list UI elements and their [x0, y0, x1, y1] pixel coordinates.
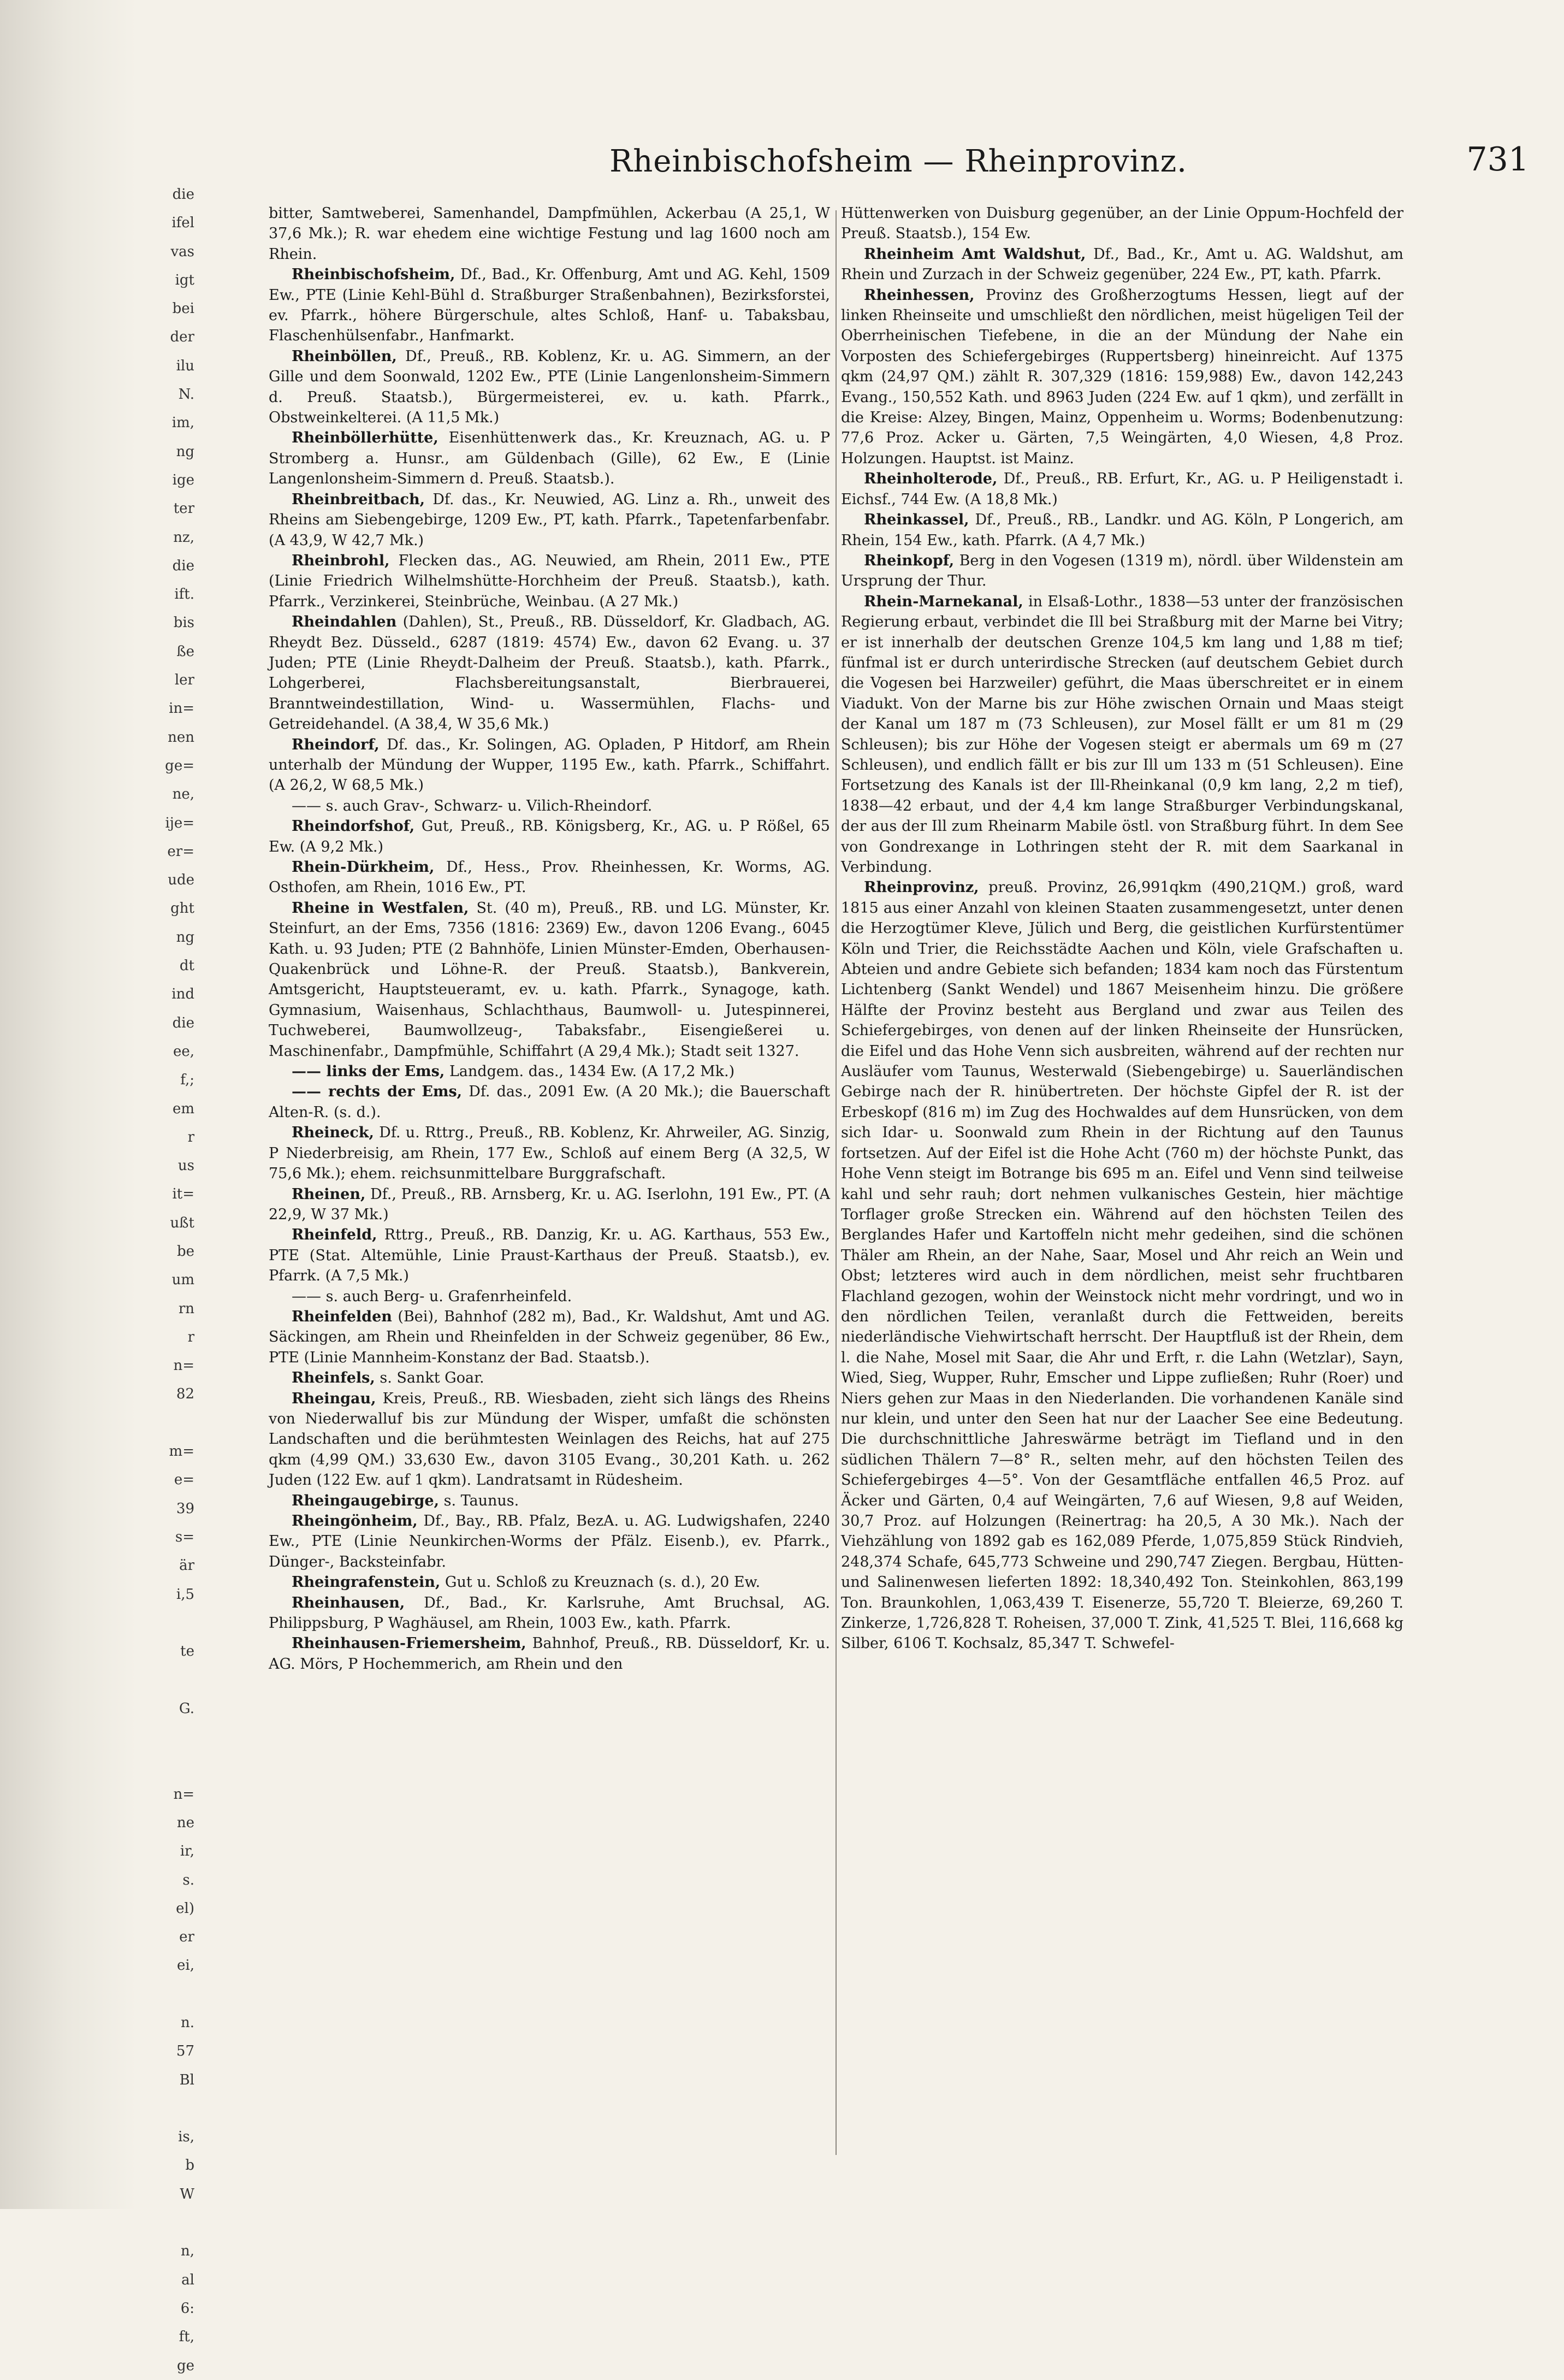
entry-text: Rttrg., Preuß., RB. Danzig, Kr. u. AG. Karthaus, 553 Ew., PTE (Stat. Altemühle, Linie Praust-Karthaus der Preuß. Staatsb.), ev. Pfarrk. (A 7,5 Mk.): [269, 1226, 830, 1285]
dictionary-entry: [269, 551, 830, 612]
entry-text: Df. das., Kr. Neuwied, AG. Linz a. Rh., unweit des Rheins am Siebengebirge, 1209 Ew., PT, kath. Pfarrk., Tapetenfarbenfabr. (A 43,9, W 42,7 Mk.): [269, 491, 830, 549]
entry-text: —— s. auch Grav-, Schwarz- u. Vilich-Rheindorf.: [292, 797, 653, 814]
entry-text: (Bei), Bahnhof (282 m), Bad., Kr. Waldshut, Amt und AG. Säckingen, am Rhein und Rheinfelden in der Schweiz gegenüber, 86 Ew., PTE (Linie Mannheim-Konstanz der Bad. Staatsb.).: [269, 1308, 830, 1366]
entry-headword: Rheinholterode,: [864, 470, 998, 488]
dictionary-entry: [269, 796, 830, 816]
entry-headword: Rheinfels,: [292, 1369, 375, 1387]
dictionary-entry: [269, 428, 830, 489]
dictionary-entry: [269, 1511, 830, 1572]
book-gutter-shadow: [0, 0, 137, 2209]
entry-headword: Rheine in Westfalen,: [292, 899, 469, 917]
dictionary-entry: [841, 592, 1403, 878]
dictionary-entry: [841, 877, 1403, 1653]
entry-text: s. Sankt Goar.: [375, 1369, 484, 1387]
entry-text: Df., Bad., Kr., Amt u. AG. Waldshut, am Rhein und Zurzach in der Schweiz gegenüber, 224 Ew., PT, kath. Pfarrk.: [841, 245, 1403, 284]
entry-headword: Rheinböllerhütte,: [292, 429, 439, 447]
entry-headword: Rheineck,: [292, 1124, 374, 1142]
entry-headword: Rhein-Dürkheim,: [292, 859, 435, 876]
entry-text: Df., Bay., RB. Pfalz, BezA. u. AG. Ludwigshafen, 2240 Ew., PTE (Linie Neunkirchen-Worms der Pfälz. Eisenb.), ev. Pfarrk., Dünger-, Backsteinfabr.: [269, 1513, 830, 1570]
dictionary-entry: [269, 1286, 830, 1307]
dictionary-entry: [269, 612, 830, 734]
entry-headword: Rheingrafenstein,: [292, 1574, 441, 1591]
right-column: [841, 203, 1403, 1654]
entry-text: Df., Preuß., RB. Erfurt, Kr., AG. u. P Heiligenstadt i. Eichsf., 744 Ew. (A 18,8 Mk.): [841, 470, 1403, 508]
entry-text: s. Taunus.: [439, 1492, 519, 1509]
dictionary-entry: [269, 1633, 830, 1674]
entry-text: Kreis, Preuß., RB. Wiesbaden, zieht sich längs des Rheins von Niederwalluf bis zur Mündung der Wisper, umfaßt die schönsten Landschaften und die berühmtesten Weinlagen des Reichs, hat auf 275 qkm (4,99 QM.) 33,630 Ew., davon 3105 Evang., 30,201 Kath. u. 262 Juden (122 Ew. auf 1 qkm). Landratsamt in Rüdesheim.: [269, 1390, 830, 1489]
entry-headword: Rheinkassel,: [864, 511, 969, 529]
entry-headword: Rheingönheim,: [292, 1513, 418, 1529]
dictionary-entry: [269, 898, 830, 1061]
dictionary-entry: [841, 285, 1403, 469]
entry-headword: —— links der Ems,: [292, 1063, 445, 1080]
entry-text: Df., Hess., Prov. Rheinhessen, Kr. Worms, AG. Osthofen, am Rhein, 1016 Ew., PT.: [269, 859, 830, 896]
entry-text: Berg in den Vogesen (1319 m), nördl. über Wildenstein am Ursprung der Thur.: [841, 552, 1403, 590]
entry-headword: Rheindorf,: [292, 736, 380, 753]
entry-text: Df., Preuß., RB. Koblenz, Kr. u. AG. Simmern, an der Gille und dem Soonwald, 1202 Ew., PTE (Linie Langenlonsheim-Simmern d. Preuß. Staatsb.), Bürgermeisterei, ev. u. kath. Pfarrk., Obstweinkelterei. (A 11,5 Mk.): [269, 347, 830, 427]
dictionary-entry: [269, 1368, 830, 1388]
entry-text: preuß. Provinz, 26,991qkm (490,21QM.) groß, ward 1815 aus einer Anzahl von kleinen Staaten zusammengesetzt, unter denen die Herzogtümer Kleve, Jülich und Berg, die geistlichen Kurfürstentümer Köln und Trier, die Reichsstädte Aachen und Köln, viele Grafschaften u. Abteien und andre Gebiete sich befanden; 1834 kam noch das Fürstentum Lichtenberg (Sankt Wendel) und 1867 Meisenheim hinzu. Die größere Hälfte der Provinz besteht aus Bergland und zwar aus Teilen des Schiefergebirges, von denen auf der linken Rheinseite der Hunsrücken, die Eifel und das Hohe Venn sich ausbreiten, während auf der rechten nur Ausläufer vom Taunus, Westerwald (Siebengebirge) u. Sauerländischen Gebirge nach der R. hinübertreten. Der höchste Gipfel der R. ist der Erbeskopf (816 m) im Zug des Hochwaldes auf dem Hunsrücken, von dem sich Idar- u. Soonwald zum Rhein in der Richtung auf den Taunus fortsetzen. Auf der Eifel ist die Hohe Acht (760 m) der höchste Punkt, das Hohe Venn steigt im Botrange bis 695 m an. Eifel und Venn sind teilweise kahl und sehr rauh; dort nehmen vulkanisches Gestein, hier mächtige Torflager große Strecken ein. Während auf den höchsten Teilen des Berglandes Hafer und Kartoffeln nicht mehr gedeihen, sind die schönen Thäler am Rhein, an der Nahe, Saar, Mosel und Ahr reich an Wein und Obst; letzteres wird auch in dem nördlichen, meist sehr fruchtbaren Flachland gezogen, wohin der Weinstock nicht mehr vordringt, und wo in den nördlichen Teilen, veranlaßt durch die Fettweiden, bereits niederländische Viehwirtschaft herrscht. Der Hauptfluß ist der Rhein, dem l. die Nahe, Mosel mit Saar, die Ahr und Erft, r. die Lahn (Wetzlar), Sayn, Wied, Sieg, Wupper, Ruhr, Emscher und Lippe zufließen; Ruhr (Roer) und Niers gehen zur Maas in den Niederlanden. Die vorhandenen Kanäle sind nur klein, und unter den Seen hat nur der Laacher See eine Bedeutung. Die durchschnittliche Jahreswärme beträgt im Tiefland und in den südlichen Thälern 7—8° R., selten mehr, auf den höchsten Teilen des Schiefergebirges 4—5°. Von der Gesamtfläche entfallen 46,5 Proz. auf Äcker und Gärten, 0,4 auf Weingärten, 7,6 auf Wiesen, 9,8 auf Weiden, 30,7 Proz. auf Holzungen (Reinertrag: ha 20,5, A 30 Mk.). Nach der Viehzählung von 1892 gab es 162,089 Pferde, 1,075,859 Stück Rindvieh, 248,374 Schafe, 645,773 Schweine und 290,747 Ziegen. Bergbau, Hütten- und Salinenwesen lieferten 1892: 18,340,492 Ton. Steinkohlen, 863,199 Ton. Braunkohlen, 1,063,439 T. Eisenerze, 55,720 T. Bleierze, 69,260 T. Zinkerze, 1,726,828 T. Roheisen, 37,000 T. Zink, 41,525 T. Blei, 116,668 kg Silber, 6106 T. Kochsalz, 85,347 T. Schwefel-: [841, 879, 1403, 1652]
entry-headword: Rhein-Marnekanal,: [864, 593, 1023, 610]
dictionary-entry: [269, 1082, 830, 1123]
entry-headword: Rheinhausen-Friemersheim,: [292, 1635, 526, 1652]
entry-headword: Rheingau,: [292, 1390, 376, 1407]
dictionary-entry: [269, 203, 830, 264]
dictionary-entry: [269, 735, 830, 796]
entry-headword: Rheinböllen,: [292, 347, 397, 365]
entry-text: Provinz des Großherzogtums Hessen, liegt auf der linken Rheinseite und umschließt den nördlichen, meist hügeligen Teil der Oberrheinischen Tiefebene, in die an der Mündung der Nahe ein Vorposten des Schiefergebirges (Ruppertsberg) hineinreicht. Auf 1375 qkm (24,97 QM.) zählt R. 307,329 (1816: 159,988) Ew., davon 142,243 Evang., 150,552 Kath. und 8963 Juden (224 Ew. auf 1 qkm), und zerfällt in die Kreise: Alzey, Bingen, Mainz, Oppenheim u. Worms; Bodenbenutzung: 77,6 Proz. Acker u. Gärten, 7,5 Weingärten, 4,0 Wiesen, 4,8 Proz. Holzungen. Hauptst. ist Mainz.: [841, 286, 1403, 467]
entry-headword: Rheinhessen,: [864, 286, 975, 304]
entry-headword: Rheinkopf,: [864, 552, 955, 569]
entry-text: Gut, Preuß., RB. Königsberg, Kr., AG. u. P Rößel, 65 Ew. (A 9,2 Mk.): [269, 818, 830, 855]
entry-headword: Rheinbischofsheim,: [292, 266, 455, 284]
dictionary-entry: [269, 1593, 830, 1634]
entry-text: Df., Preuß., RB. Arnsberg, Kr. u. AG. Iserlohn, 191 Ew., PT. (A 22,9, W 37 Mk.): [269, 1185, 830, 1223]
dictionary-entry: [269, 857, 830, 898]
running-title: Rheinbischofsheim — Rheinprovinz.: [609, 144, 1187, 179]
entry-text: Hüttenwerken von Duisburg gegenüber, an der Linie Oppum-Hochfeld der Preuß. Staatsb.), 154 Ew.: [841, 205, 1403, 243]
dictionary-entry: [269, 816, 830, 857]
facing-page-fragments: die ifel vas igt bei der ilu N. im, ng ige ter nz, die ift. bis ße ler in= nen ge= ne, ije= er= ude ght ng dt ind die ee, f,; em r us it= ußt be um rn r n= 82 m= e= 39 s= är i,5 te G. n= ne ir, s. el) er ei, n. 57 Bl is, b W n, al 6: ft, ge: [165, 186, 194, 2374]
dictionary-entry: [269, 1572, 830, 1592]
entry-headword: Rheindahlen: [292, 613, 397, 631]
entry-text: (Dahlen), St., Preuß., RB. Düsseldorf, Kr. Gladbach, AG. Rheydt Bez. Düsseld., 6287 (1819: 4574) Ew., davon 62 Evang. u. 37 Juden; PTE (Linie Rheydt-Dalheim der Preuß. Staatsb.), kath. Pfarrk., Lohgerberei, Flachsbereitungsanstalt, Bierbrauerei, Branntweindestillation, Wind- u. Wassermühlen, Flachs- und Getreidehandel. (A 38,4, W 35,6 Mk.): [269, 613, 830, 733]
entry-headword: Rheinbreitbach,: [292, 491, 425, 508]
dictionary-entry: [841, 510, 1403, 551]
entry-headword: Rheinhausen,: [292, 1594, 405, 1611]
entry-text: Bahnhof, Preuß., RB. Düsseldorf, Kr. u. AG. Mörs, P Hochemmerich, am Rhein und den: [269, 1635, 830, 1673]
entry-headword: —— rechts der Ems,: [292, 1083, 463, 1101]
entry-headword: Rheingaugebirge,: [292, 1492, 440, 1509]
page-number: 731: [1466, 140, 1529, 179]
dictionary-entry: [269, 1184, 830, 1225]
entry-text: Df., Bad., Kr. Karlsruhe, Amt Bruchsal, AG. Philippsburg, P Waghäusel, am Rhein, 1003 Ew., kath. Pfarrk.: [269, 1594, 830, 1632]
left-column: [269, 203, 830, 1674]
dictionary-entry: [269, 489, 830, 551]
entry-text: Eisenhüttenwerk das., Kr. Kreuznach, AG. u. P Stromberg a. Hunsr., am Güldenbach (Gille), 62 Ew., E (Linie Langenlonsheim-Simmern d. Preuß. Staatsb.).: [269, 429, 830, 488]
dictionary-entry: [269, 1123, 830, 1184]
dictionary-entry: [269, 1491, 830, 1511]
column-divider: [836, 210, 837, 2155]
entry-text: Df., Preuß., RB., Landkr. und AG. Köln, P Longerich, am Rhein, 154 Ew., kath. Pfarrk. (A 4,7 Mk.): [841, 511, 1403, 549]
entry-text: St. (40 m), Preuß., RB. und LG. Münster, Kr. Steinfurt, an der Ems, 7356 (1816: 2369) Ew., davon 1206 Evang., 6045 Kath. u. 93 Juden; PTE (2 Bahnhöfe, Linien Münster-Emden, Oberhausen-Quakenbrück und Löhne-R. der Preuß. Staatsb.), Bankverein, Amtsgericht, Hauptsteueramt, ev. u. kath. Pfarrk., Synagoge, kath. Gymnasium, Waisenhaus, Schlachthaus, Baumwoll- u. Jutespinnerei, Tuchweberei, Baumwollzeug-, Tabaksfabr., Eisengießerei u. Maschinenfabr., Dampfmühle, Schiffahrt (A 29,4 Mk.); Stadt seit 1327.: [269, 899, 831, 1060]
entry-text: bitter, Samtweberei, Samenhandel, Dampfmühlen, Ackerbau (A 25,1, W 37,6 Mk.); R. war ehedem eine wichtige Festung und lag 1600 noch am Rhein.: [269, 205, 830, 263]
entry-headword: Rheinbrohl,: [292, 552, 390, 569]
page-header: [268, 139, 1529, 183]
entry-text: in Elsaß-Lothr., 1838—53 unter der französischen Regierung erbaut, verbindet die Ill bei Straßburg mit der Marne bei Vitry; er ist innerhalb der deutschen Grenze 104,5 km lang und 1,88 m tief; fünfmal ist er durch unterirdische Strecken (auf deutschem Gebiet durch die Vogesen bei Harzweiler) geführt, die Maas überschreitet er in einem Viadukt. Von der Marne bis zur Höhe zwischen Ornain und Maas steigt der Kanal um 187 m (73 Schleusen), zur Mosel fällt er um 81 m (29 Schleusen); bis zur Höhe der Vogesen steigt er abermals um 69 m (27 Schleusen), und endlich fällt er bis zur Ill um 133 m (51 Schleusen). Eine Fortsetzung des Kanals ist der Ill-Rheinkanal (0,9 km lang, 2,2 m tief), 1838—42 erbaut, und der 4,4 km lange Straßburger Verbindungskanal, der aus der Ill zum Rheinarm Mabile östl. von Straßburg führt. In dem See von Gondrexange in Lothringen steht der R. mit dem Saarkanal in Verbindung.: [841, 593, 1403, 876]
entry-text: Gut u. Schloß zu Kreuznach (s. d.), 20 Ew.: [440, 1574, 761, 1591]
dictionary-entry: [269, 346, 830, 428]
dictionary-entry: [841, 469, 1403, 510]
dictionary-entry: [841, 551, 1403, 592]
entry-headword: Rheinfelden: [292, 1308, 392, 1325]
entry-text: —— s. auch Berg- u. Grafenrheinfeld.: [292, 1288, 572, 1305]
entry-text: Df. das., 2091 Ew. (A 20 Mk.); die Bauerschaft Alten-R. (s. d.).: [269, 1083, 830, 1121]
dictionary-entry: [269, 1307, 830, 1368]
entry-text: Landgem. das., 1434 Ew. (A 17,2 Mk.): [445, 1063, 735, 1080]
dictionary-entry: [841, 203, 1403, 244]
dictionary-entry: [269, 1389, 830, 1491]
entry-text: Df. das., Kr. Solingen, AG. Opladen, P Hitdorf, am Rhein unterhalb der Mündung der Wupper, 1195 Ew., kath. Pfarrk., Schiffahrt. (A 26,2, W 68,5 Mk.): [269, 736, 830, 794]
dictionary-entry: [269, 264, 830, 346]
entry-text: Df. u. Rttrg., Preuß., RB. Koblenz, Kr. Ahrweiler, AG. Sinzig, P Niederbreisig, am Rhein, 177 Ew., Schloß auf einem Berg (A 32,5, W 75,6 Mk.); ehem. reichsunmittelbare Burggrafschaft.: [269, 1124, 830, 1183]
dictionary-entry: [841, 244, 1403, 285]
entry-headword: Rheinprovinz,: [864, 879, 979, 896]
entry-headword: Rheinfeld,: [292, 1226, 377, 1244]
dictionary-entry: [269, 1225, 830, 1286]
entry-text: Df., Bad., Kr. Offenburg, Amt und AG. Kehl, 1509 Ew., PTE (Linie Kehl-Bühl d. Straßburger Straßenbahnen), Bezirksforstei, ev. Pfarrk., höhere Bürgerschule, altes Schloß, Hanf- u. Tabaksbau, Flaschenhülsenfabr., Hanfmarkt.: [269, 266, 830, 345]
entry-text: Flecken das., AG. Neuwied, am Rhein, 2011 Ew., PTE (Linie Friedrich Wilhelmshütte-Horchheim der Preuß. Staatsb.), kath. Pfarrk., Verzinkerei, Steinbrüche, Weinbau. (A 27 Mk.): [269, 552, 830, 610]
dictionary-entry: [269, 1061, 830, 1082]
entry-headword: Rheindorfshof,: [292, 818, 415, 835]
entry-headword: Rheinen,: [292, 1185, 366, 1203]
entry-headword: Rheinheim Amt Waldshut,: [864, 245, 1086, 263]
